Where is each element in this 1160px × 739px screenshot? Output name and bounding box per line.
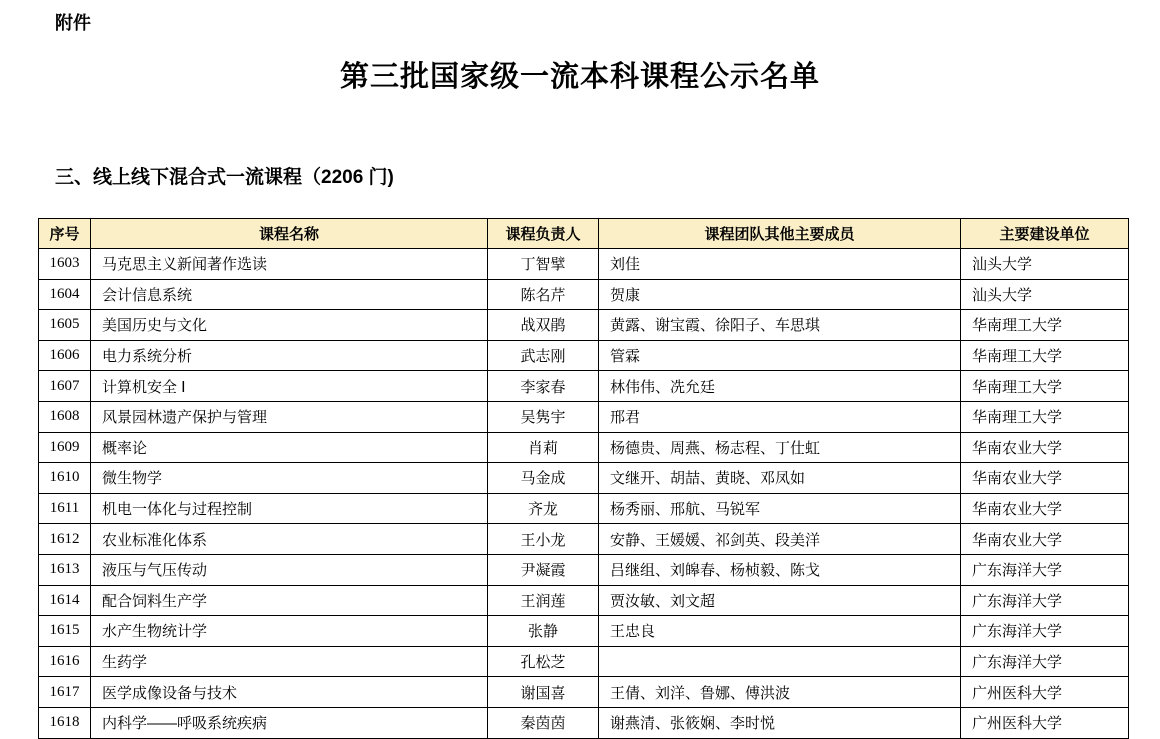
cell-course-name: 配合饲料生产学: [91, 585, 488, 616]
cell-course-name: 会计信息系统: [91, 279, 488, 310]
cell-serial: 1614: [39, 585, 91, 616]
cell-institution: 汕头大学: [961, 279, 1129, 310]
cell-course-leader: 肖莉: [488, 432, 599, 463]
column-header: 课程团队其他主要成员: [599, 219, 961, 249]
cell-serial: 1608: [39, 401, 91, 432]
cell-institution: 广东海洋大学: [961, 554, 1129, 585]
cell-serial: 1616: [39, 646, 91, 677]
cell-team-members: 杨德贵、周燕、杨志程、丁仕虹: [599, 432, 961, 463]
cell-serial: 1615: [39, 616, 91, 647]
attachment-label: 附件: [55, 13, 91, 33]
cell-institution: 华南理工大学: [961, 310, 1129, 341]
cell-institution: 广东海洋大学: [961, 616, 1129, 647]
cell-course-leader: 谢国喜: [488, 677, 599, 708]
cell-team-members: [599, 646, 961, 677]
cell-team-members: 管霖: [599, 340, 961, 371]
cell-team-members: 安静、王媛媛、祁剑英、段美洋: [599, 524, 961, 555]
column-header: 序号: [39, 219, 91, 249]
cell-institution: 华南理工大学: [961, 371, 1129, 402]
cell-course-leader: 战双鹃: [488, 310, 599, 341]
cell-serial: 1611: [39, 493, 91, 524]
column-header: 课程负责人: [488, 219, 599, 249]
cell-course-name: 概率论: [91, 432, 488, 463]
cell-team-members: 谢燕清、张筱娴、李时悦: [599, 707, 961, 738]
page-title: 第三批国家级一流本科课程公示名单: [339, 61, 820, 93]
cell-institution: 华南农业大学: [961, 524, 1129, 555]
cell-serial: 1617: [39, 677, 91, 708]
cell-course-name: 机电一体化与过程控制: [91, 493, 488, 524]
cell-course-name: 内科学——呼吸系统疾病: [91, 707, 488, 738]
cell-institution: 广州医科大学: [961, 707, 1129, 738]
cell-course-name: 计算机安全 Ⅰ: [91, 371, 488, 402]
cell-institution: 华南理工大学: [961, 340, 1129, 371]
table-row: [39, 279, 1129, 310]
cell-serial: 1604: [39, 279, 91, 310]
cell-course-name: 电力系统分析: [91, 340, 488, 371]
cell-course-name: 风景园林遗产保护与管理: [91, 401, 488, 432]
cell-team-members: 贾汝敏、刘文超: [599, 585, 961, 616]
cell-institution: 广州医科大学: [961, 677, 1129, 708]
cell-team-members: 文继开、胡喆、黄晓、邓凤如: [599, 463, 961, 494]
cell-course-name: 液压与气压传动: [91, 554, 488, 585]
table-row: [39, 249, 1129, 280]
cell-course-leader: 吴隽宇: [488, 401, 599, 432]
table-row: [39, 310, 1129, 341]
cell-course-name: 农业标准化体系: [91, 524, 488, 555]
cell-course-leader: 丁智擘: [488, 249, 599, 280]
cell-serial: 1607: [39, 371, 91, 402]
table-row: [39, 371, 1129, 402]
cell-course-leader: 王小龙: [488, 524, 599, 555]
cell-institution: 汕头大学: [961, 249, 1129, 280]
cell-course-name: 美国历史与文化: [91, 310, 488, 341]
cell-institution: 华南农业大学: [961, 493, 1129, 524]
cell-course-leader: 齐龙: [488, 493, 599, 524]
table-row: [39, 401, 1129, 432]
cell-team-members: 刘佳: [599, 249, 961, 280]
cell-serial: 1613: [39, 554, 91, 585]
column-header: 主要建设单位: [961, 219, 1129, 249]
table-row: [39, 646, 1129, 677]
table-header: [39, 219, 1129, 249]
table-row: [39, 493, 1129, 524]
cell-team-members: 邢君: [599, 401, 961, 432]
cell-course-leader: 尹凝霞: [488, 554, 599, 585]
cell-institution: 广东海洋大学: [961, 585, 1129, 616]
cell-course-leader: 孔松芝: [488, 646, 599, 677]
cell-course-leader: 马金成: [488, 463, 599, 494]
table-row: [39, 616, 1129, 647]
table-row: [39, 585, 1129, 616]
cell-course-name: 水产生物统计学: [91, 616, 488, 647]
course-table: [38, 218, 1129, 739]
table-row: [39, 677, 1129, 708]
cell-team-members: 王倩、刘洋、鲁娜、傅洪波: [599, 677, 961, 708]
cell-course-leader: 张静: [488, 616, 599, 647]
cell-course-name: 微生物学: [91, 463, 488, 494]
table-row: [39, 463, 1129, 494]
cell-course-name: 生药学: [91, 646, 488, 677]
cell-course-leader: 秦茵茵: [488, 707, 599, 738]
table-row: [39, 340, 1129, 371]
cell-course-leader: 李家春: [488, 371, 599, 402]
cell-serial: 1612: [39, 524, 91, 555]
cell-serial: 1603: [39, 249, 91, 280]
table-row: [39, 524, 1129, 555]
cell-serial: 1609: [39, 432, 91, 463]
cell-team-members: 林伟伟、冼允廷: [599, 371, 961, 402]
cell-course-leader: 武志刚: [488, 340, 599, 371]
cell-team-members: 贺康: [599, 279, 961, 310]
cell-team-members: 杨秀丽、邢航、马锐军: [599, 493, 961, 524]
cell-serial: 1605: [39, 310, 91, 341]
cell-serial: 1606: [39, 340, 91, 371]
table-body: [39, 249, 1129, 739]
table-row: [39, 432, 1129, 463]
cell-course-name: 医学成像设备与技术: [91, 677, 488, 708]
cell-institution: 华南农业大学: [961, 432, 1129, 463]
table-row: [39, 707, 1129, 738]
cell-team-members: 吕继组、刘皞春、杨桢毅、陈戈: [599, 554, 961, 585]
column-header: 课程名称: [91, 219, 488, 249]
table-header-row: [39, 219, 1129, 249]
cell-institution: 华南理工大学: [961, 401, 1129, 432]
cell-serial: 1618: [39, 707, 91, 738]
cell-course-leader: 陈名芹: [488, 279, 599, 310]
cell-team-members: 黄露、谢宝霞、徐阳子、车思琪: [599, 310, 961, 341]
table-row: [39, 554, 1129, 585]
cell-serial: 1610: [39, 463, 91, 494]
section-heading: 三、线上线下混合式一流课程（2206 门): [55, 167, 394, 188]
cell-institution: 华南农业大学: [961, 463, 1129, 494]
cell-course-name: 马克思主义新闻著作选读: [91, 249, 488, 280]
cell-institution: 广东海洋大学: [961, 646, 1129, 677]
cell-team-members: 王忠良: [599, 616, 961, 647]
cell-course-leader: 王润莲: [488, 585, 599, 616]
